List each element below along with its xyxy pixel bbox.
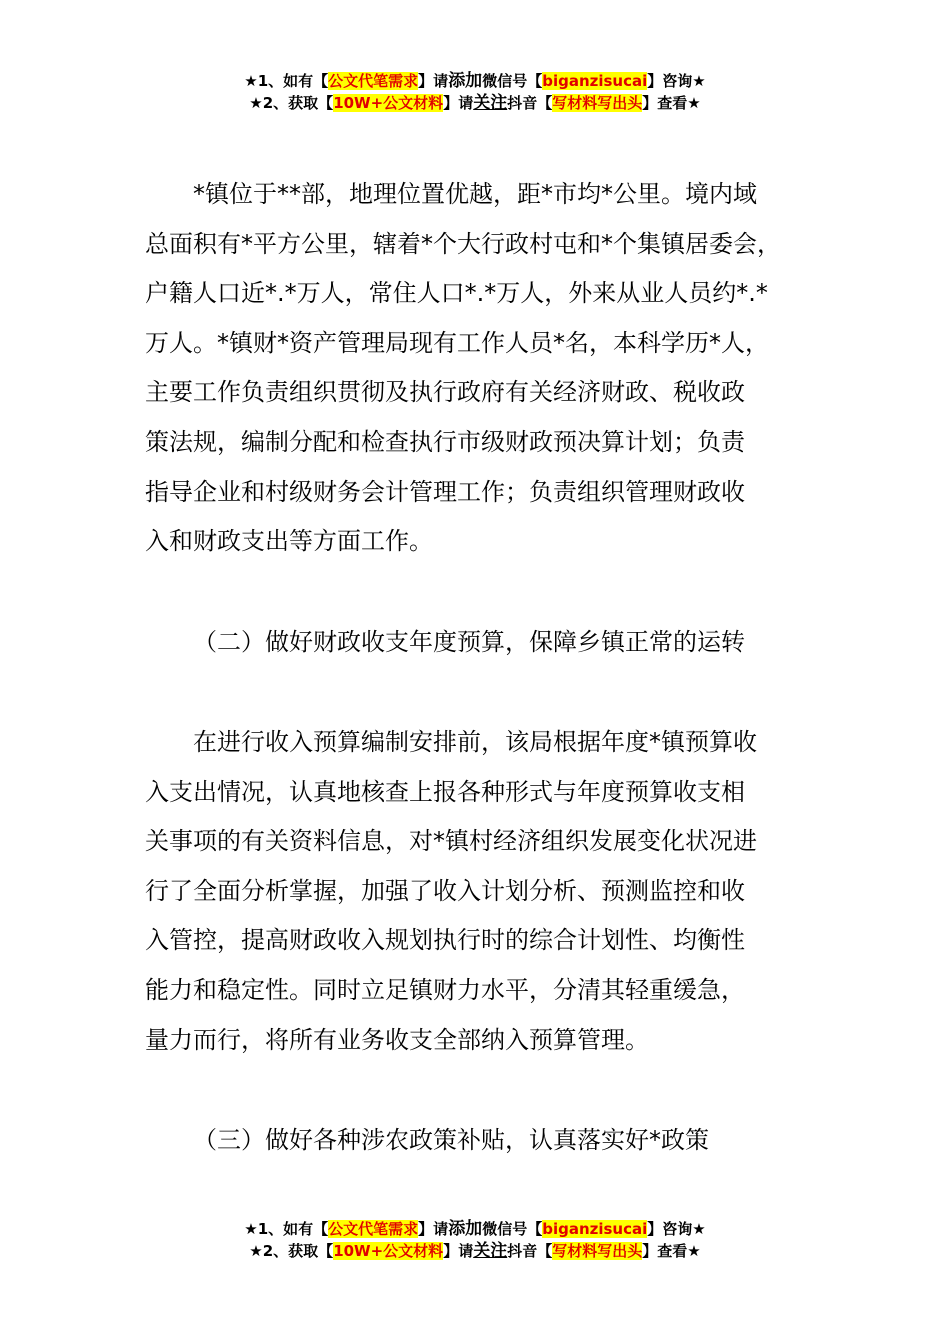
banner-text: 抖音【 bbox=[507, 94, 553, 112]
text-line: 指导企业和村级财务会计管理工作；负责组织管理财政收 bbox=[145, 477, 745, 506]
text-line: 万人。*镇财*资产管理局现有工作人员*名，本科学历*人， bbox=[145, 328, 769, 357]
header-banner bbox=[0, 70, 950, 114]
banner-text: ★1、如有【 bbox=[244, 72, 329, 90]
text-line: *镇位于**部，地理位置优越，距*市均*公里。境内域 bbox=[193, 180, 757, 208]
highlight-wechat-id: biganzisucai bbox=[542, 72, 648, 90]
banner-text: ★1、如有【 bbox=[244, 1220, 329, 1238]
text-line: 入和财政支出等方面工作。 bbox=[145, 527, 433, 556]
text-line: 总面积有*平方公里，辖着*个大行政村屯和*个集镇居委会， bbox=[145, 229, 781, 258]
text-line: 在进行收入预算编制安排前，该局根据年度*镇预算收 bbox=[193, 728, 757, 756]
highlight-service: 公文代笔需求 bbox=[328, 1220, 419, 1238]
banner-text: 】咨询★ bbox=[647, 72, 706, 90]
banner-text: ★2、获取【 bbox=[249, 1242, 334, 1260]
banner-text: 】咨询★ bbox=[647, 1220, 706, 1238]
banner-line-2 bbox=[0, 92, 950, 114]
footer-banner bbox=[0, 1218, 950, 1262]
banner-text: 抖音【 bbox=[507, 1242, 553, 1260]
banner-text: 】请 bbox=[418, 1220, 449, 1238]
banner-text: 关注 bbox=[473, 93, 508, 113]
highlight-materials: 10W+公文材料 bbox=[333, 94, 444, 112]
banner-text: 微信号【 bbox=[482, 72, 543, 90]
banner-text: 关注 bbox=[473, 1241, 508, 1261]
banner-text: ★2、获取【 bbox=[249, 94, 334, 112]
text-line: 入管控，提高财政收入规划执行时的综合计划性、均衡性 bbox=[145, 926, 745, 955]
highlight-douyin: 写材料写出头 bbox=[552, 94, 643, 112]
section-heading-3: （三）做好各种涉农政策补贴，认真落实好*政策 bbox=[193, 1126, 709, 1154]
text-line: 能力和稳定性。同时立足镇财力水平，分清其轻重缓急， bbox=[145, 975, 745, 1004]
text-line: 策法规，编制分配和检查执行市级财政预决算计划；负责 bbox=[145, 427, 745, 456]
text-line: 行了全面分析掌握，加强了收入计划分析、预测监控和收 bbox=[145, 876, 745, 905]
section-heading-2: （二）做好财政收支年度预算，保障乡镇正常的运转 bbox=[193, 628, 745, 656]
banner-line-1 bbox=[0, 1218, 950, 1240]
text-line: 入支出情况，认真地核查上报各种形式与年度预算收支相 bbox=[145, 777, 745, 806]
banner-text: 微信号【 bbox=[482, 1220, 543, 1238]
text-line: 量力而行，将所有业务收支全部纳入预算管理。 bbox=[145, 1025, 649, 1054]
paragraph-1 bbox=[145, 170, 835, 567]
banner-text: 】请 bbox=[443, 1242, 474, 1260]
banner-text: 添加 bbox=[448, 1219, 483, 1239]
text-line: 主要工作负责组织贯彻及执行政府有关经济财政、税收政 bbox=[145, 378, 745, 407]
banner-text: 添加 bbox=[448, 71, 483, 91]
highlight-douyin: 写材料写出头 bbox=[552, 1242, 643, 1260]
banner-text: 】查看★ bbox=[642, 1242, 701, 1260]
highlight-wechat-id: biganzisucai bbox=[542, 1220, 648, 1238]
highlight-service: 公文代笔需求 bbox=[328, 72, 419, 90]
banner-line-2 bbox=[0, 1240, 950, 1262]
banner-line-1 bbox=[0, 70, 950, 92]
text-line: 关事项的有关资料信息，对*镇村经济组织发展变化状况进 bbox=[145, 827, 757, 856]
paragraph-2 bbox=[145, 718, 835, 1065]
banner-text: 】请 bbox=[418, 72, 449, 90]
highlight-materials: 10W+公文材料 bbox=[333, 1242, 444, 1260]
banner-text: 】请 bbox=[443, 94, 474, 112]
banner-text: 】查看★ bbox=[642, 94, 701, 112]
text-line: 户籍人口近*.*万人，常住人口*.*万人，外来从业人员约*.* bbox=[145, 279, 768, 308]
